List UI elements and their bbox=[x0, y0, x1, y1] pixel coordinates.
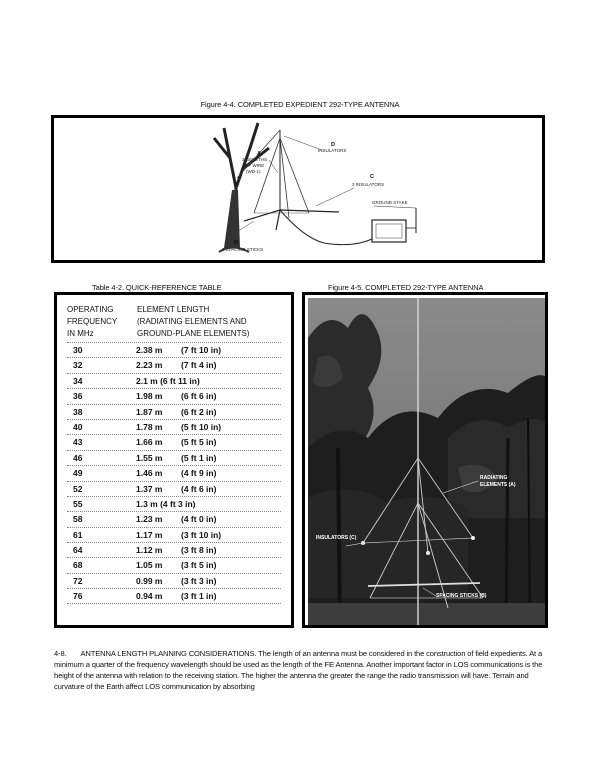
cell-metric: 1.23 m bbox=[136, 514, 163, 525]
label-a-text-3: (WD-1) bbox=[246, 169, 261, 174]
cell-metric: 1.78 m bbox=[136, 421, 163, 432]
cell-imperial: (5 ft 10 in) bbox=[181, 421, 222, 432]
cell-imperial: (7 ft 4 in) bbox=[181, 360, 217, 371]
header-frequency bbox=[67, 304, 137, 340]
cell-imperial: (5 ft 1 in) bbox=[181, 452, 217, 463]
table-row bbox=[67, 481, 281, 496]
cell-metric: 1.55 m bbox=[136, 452, 163, 463]
table-row bbox=[67, 434, 281, 449]
cell-frequency: 43 bbox=[73, 437, 83, 448]
cell-frequency: 76 bbox=[73, 591, 83, 602]
cell-frequency: 72 bbox=[73, 575, 83, 586]
table-row bbox=[67, 542, 281, 557]
table-4-2-caption: Table 4-2. QUICK-REFERENCE TABLE bbox=[92, 283, 222, 292]
cell-metric: 1.3 m (4 ft 3 in) bbox=[136, 498, 196, 509]
header-frequency-line-3: IN MHz bbox=[67, 329, 94, 338]
table-row bbox=[67, 404, 281, 419]
header-length-line-2: (RADIATING ELEMENTS AND bbox=[137, 317, 247, 326]
table-row bbox=[67, 588, 281, 603]
cell-imperial: (3 ft 5 in) bbox=[181, 560, 217, 571]
figure-4-4-caption: Figure 4-4. COMPLETED EXPEDIENT 292-TYPE ANTENNA bbox=[200, 100, 400, 109]
cell-frequency: 36 bbox=[73, 391, 83, 402]
label-spacing-sticks: SPACING STICKS (B) bbox=[436, 593, 487, 599]
cell-frequency: 49 bbox=[73, 468, 83, 479]
label-d-letter: D bbox=[331, 142, 335, 148]
cell-metric: 1.87 m bbox=[136, 406, 163, 417]
label-a-text-2: OF WIRE bbox=[245, 163, 265, 168]
table-row bbox=[67, 573, 281, 588]
cell-imperial: (5 ft 5 in) bbox=[181, 437, 217, 448]
cell-imperial: (3 ft 8 in) bbox=[181, 545, 217, 556]
quick-reference-table bbox=[54, 292, 294, 628]
cell-metric: 1.37 m bbox=[136, 483, 163, 494]
label-ground-text: GROUND STAKE bbox=[372, 200, 408, 205]
table-row bbox=[67, 357, 281, 372]
label-c-letter: C bbox=[370, 174, 374, 180]
label-b-letter: B bbox=[234, 240, 238, 246]
cell-frequency: 46 bbox=[73, 452, 83, 463]
cell-frequency: 58 bbox=[73, 514, 83, 525]
paragraph-number: 4-8. bbox=[54, 649, 67, 658]
cell-metric: 1.66 m bbox=[136, 437, 163, 448]
antenna-drawing bbox=[54, 118, 542, 260]
cell-frequency: 30 bbox=[73, 345, 83, 355]
label-a-text-1: 3 LENGTHS bbox=[242, 157, 268, 162]
cell-frequency: 64 bbox=[73, 545, 83, 556]
cell-imperial: (4 ft 0 in) bbox=[181, 514, 217, 525]
table-row bbox=[67, 342, 281, 357]
cell-frequency: 55 bbox=[73, 498, 83, 509]
cell-metric: 0.99 m bbox=[136, 575, 163, 586]
cell-metric: 2.38 m bbox=[136, 345, 163, 355]
label-a-letter: A bbox=[257, 151, 261, 157]
label-c-text: 3 INSULATORS bbox=[352, 182, 385, 187]
antenna-photo bbox=[308, 298, 548, 628]
table-row bbox=[67, 388, 281, 403]
cell-imperial: (7 ft 10 in) bbox=[181, 345, 222, 355]
cell-frequency: 68 bbox=[73, 560, 83, 571]
cell-imperial: (3 ft 1 in) bbox=[181, 591, 217, 602]
table-row bbox=[67, 496, 281, 511]
table-row bbox=[67, 419, 281, 434]
table-row bbox=[67, 373, 281, 388]
table-body bbox=[67, 342, 281, 604]
cell-metric: 1.46 m bbox=[136, 468, 163, 479]
label-d-text: INSULATORS bbox=[318, 148, 347, 153]
cell-frequency: 40 bbox=[73, 421, 83, 432]
cell-imperial: (3 ft 3 in) bbox=[181, 575, 217, 586]
header-frequency-line-1: OPERATING bbox=[67, 305, 114, 314]
label-b-text: 3 SPACING STICKS bbox=[222, 247, 264, 252]
header-frequency-line-2: FREQUENCY bbox=[67, 317, 118, 326]
cell-metric: 1.12 m bbox=[136, 545, 163, 556]
header-length-line-3: GROUND-PLANE ELEMENTS) bbox=[137, 329, 250, 338]
table-row bbox=[67, 511, 281, 526]
cell-imperial: (4 ft 9 in) bbox=[181, 468, 217, 479]
cell-frequency: 34 bbox=[73, 375, 83, 386]
cell-frequency: 52 bbox=[73, 483, 83, 494]
cell-metric: 1.17 m bbox=[136, 529, 163, 540]
header-length-line-1: ELEMENT LENGTH bbox=[137, 305, 210, 314]
cell-metric: 1.05 m bbox=[136, 560, 163, 571]
cell-frequency: 38 bbox=[73, 406, 83, 417]
label-insulators: INSULATORS (C) bbox=[316, 535, 357, 541]
label-radiating-2: ELEMENTS (A) bbox=[480, 482, 516, 488]
cell-frequency: 32 bbox=[73, 360, 83, 371]
figure-4-5-caption: Figure 4-5. COMPLETED 292-TYPE ANTENNA bbox=[328, 283, 484, 292]
cell-imperial: (4 ft 6 in) bbox=[181, 483, 217, 494]
paragraph-text: ANTENNA LENGTH PLANNING CONSIDERATIONS. The length of an antenna must be considered in the construction of field expedients. At a minimum a quarter of the frequency wavelength should be used as the length of the FE Antenna. Another important factor in LOS communications is the height of the antenna with relation to the receiving station. The higher the antenna the greater the range the radio transmission will have. Terrain and curvature of the Earth affect LOS communication by absorbing bbox=[54, 649, 543, 691]
figure-4-4-illustration bbox=[51, 115, 545, 263]
cell-metric: 1.98 m bbox=[136, 391, 163, 402]
figure-4-5-photo bbox=[302, 292, 548, 628]
label-radiating-1: RADIATING bbox=[480, 475, 508, 481]
header-element-length bbox=[137, 304, 287, 340]
cell-metric: 2.1 m (6 ft 11 in) bbox=[136, 375, 200, 386]
cell-imperial: (6 ft 6 in) bbox=[181, 391, 217, 402]
cell-frequency: 61 bbox=[73, 529, 83, 540]
table-row bbox=[67, 557, 281, 572]
cell-metric: 2.23 m bbox=[136, 360, 163, 371]
table-row bbox=[67, 527, 281, 542]
paragraph-4-8 bbox=[54, 648, 552, 692]
cell-imperial: (3 ft 10 in) bbox=[181, 529, 222, 540]
table-row bbox=[67, 465, 281, 480]
cell-imperial: (6 ft 2 in) bbox=[181, 406, 217, 417]
cell-metric: 0.94 m bbox=[136, 591, 163, 602]
table-row bbox=[67, 450, 281, 465]
